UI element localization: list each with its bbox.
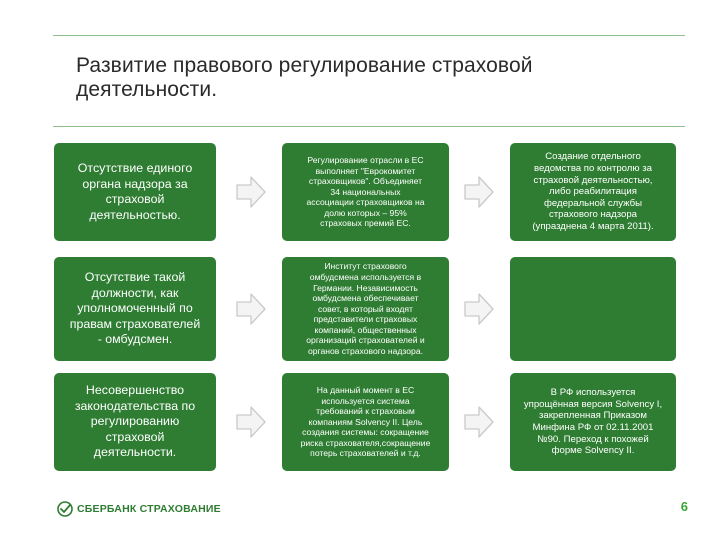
arrow-icon	[236, 406, 266, 438]
russia-box-3: В РФ используется упрощённая версия Solvency I, закрепленная Приказом Минфина РФ от 02.11.2001 №90. Переход к похожей форме Solvency II.	[510, 373, 676, 471]
arrow-icon	[236, 176, 266, 208]
arrow-icon	[464, 176, 494, 208]
page-number: 6	[680, 499, 688, 514]
problem-box-1: Отсутствие единого органа надзора за страховой деятельностью.	[54, 143, 216, 241]
problem-box-2: Отсутствие такой должности, как уполномоченный по правам страхователей - омбудсмен.	[54, 257, 216, 361]
arrow-icon	[236, 293, 266, 325]
problem-box-3: Несовершенство законодательства по регулированию страховой деятельности.	[54, 373, 216, 471]
title-divider	[53, 126, 685, 127]
arrow-icon	[464, 293, 494, 325]
arrow-icon	[464, 406, 494, 438]
sberbank-logo-icon	[57, 501, 73, 517]
russia-box-2	[510, 257, 676, 361]
eu-practice-box-3: На данный момент в ЕС используется система требований к страховым компаниям Solvency II. Цель создания системы: сокращение риска страхователя,сокращение потерь страхователей и т.д.	[282, 373, 449, 471]
slide-title: Развитие правового регулирование страховой деятельности.	[76, 54, 533, 101]
company-logo	[57, 500, 221, 518]
eu-practice-box-1: Регулирование отрасли в ЕС выполняет "Еврокомитет страховщиков". Объединяет 34 национальных ассоциации страховщиков на долю которых – 95% страховых премий ЕС.	[282, 143, 449, 241]
top-divider	[53, 35, 685, 36]
logo-text: СБЕРБАНК СТРАХОВАНИЕ	[77, 503, 221, 515]
eu-practice-box-2: Институт страхового омбудсмена используется в Германии. Независимость омбудсмена обеспечивает совет, в который входят представители страховых компаний, общественных организаций страхователей и органов страхового надзора.	[282, 257, 449, 361]
russia-box-1: Создание отдельного ведомства по контролю за страховой деятельностью, либо реабилитация федеральной службы страхового надзора (упразднена 4 марта 2011).	[510, 143, 676, 241]
